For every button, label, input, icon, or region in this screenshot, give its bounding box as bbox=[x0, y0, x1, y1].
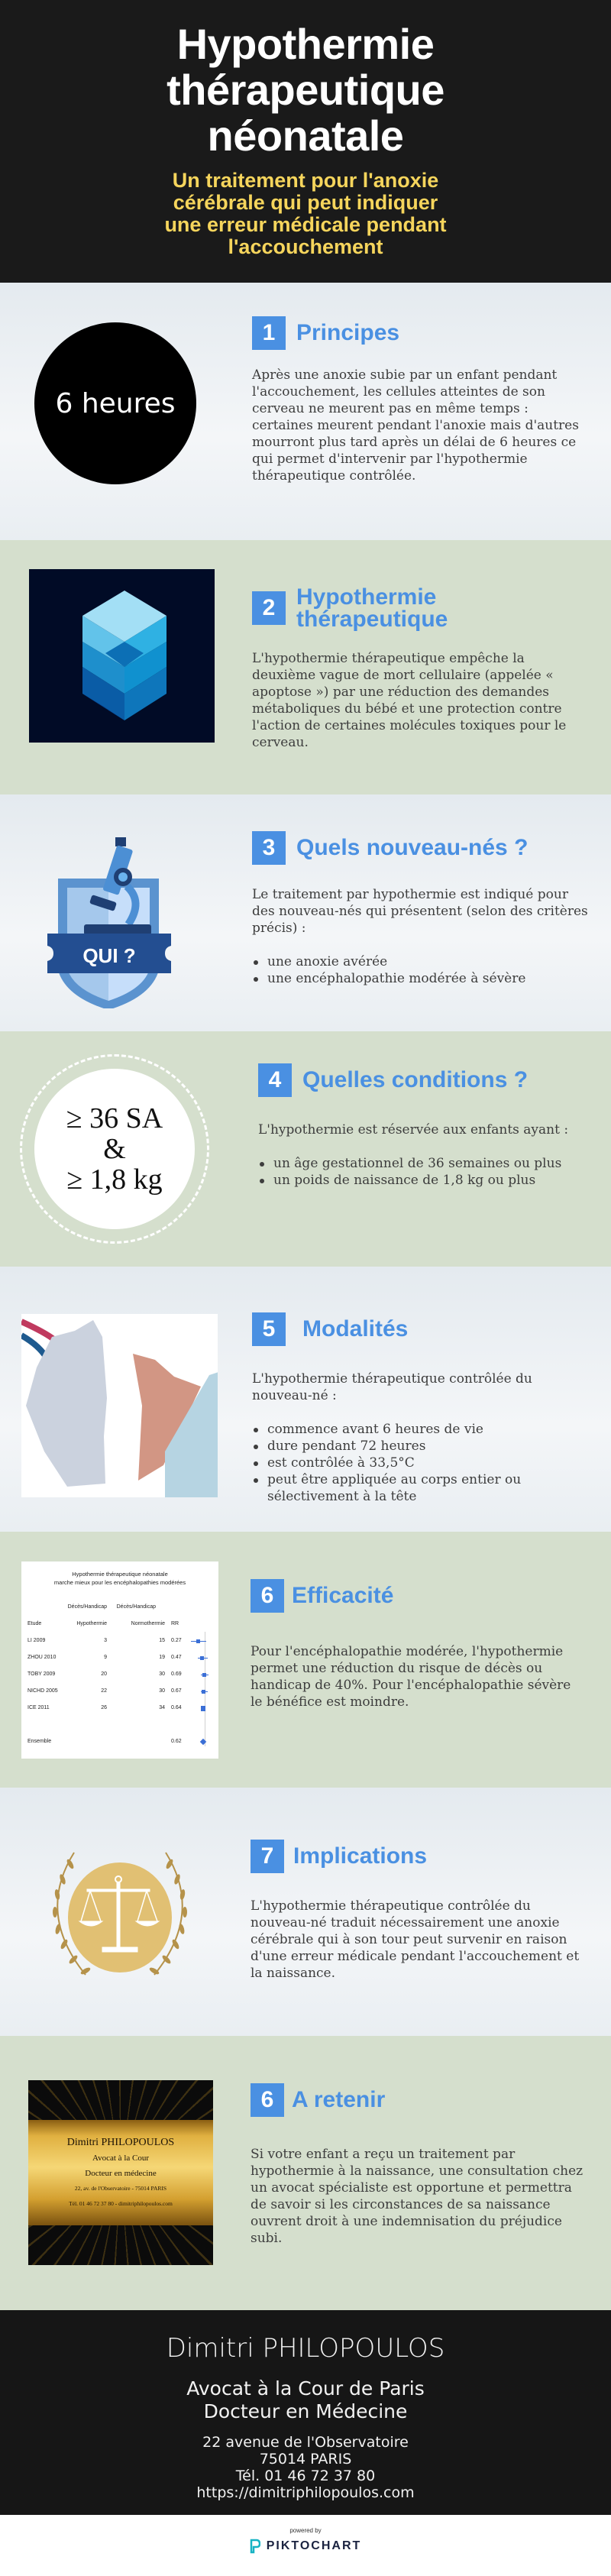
section-title: Quelles conditions ? bbox=[302, 1067, 529, 1092]
powered-by-badge[interactable]: powered by PIKTOCHART bbox=[0, 2515, 611, 2576]
section-title: Hypothermie thérapeutique bbox=[296, 584, 448, 632]
section-title: A retenir bbox=[292, 2087, 386, 2112]
section-body: L'hypothermie thérapeutique contrôlée du nouveau-né : bbox=[252, 1371, 532, 1403]
conditions-list bbox=[258, 1155, 594, 1189]
section-a-retenir bbox=[0, 2036, 611, 2310]
section-number-badge: 5 bbox=[252, 1312, 286, 1346]
section-body: L'hypothermie thérapeutique empêche la deuxième vague de mort cellulaire (appelée « apoptose ») par une réduction des demandes métaboliques du bébé et une protection contre l'action de certaines molécules toxiques pour le cerveau. bbox=[252, 651, 567, 750]
section-quelles-conditions bbox=[0, 1031, 611, 1267]
section-body: L'hypothermie thérapeutique contrôlée du nouveau-né traduit nécessairement une anoxie cérébrale qui à son tour peut survenir en raison d'une erreur médicale pendant l'accouchement et la naissance. bbox=[251, 1898, 580, 1981]
list-item: commence avant 6 heures de vie bbox=[252, 1421, 588, 1438]
cooling-cap-image bbox=[21, 1314, 218, 1497]
section-number-badge: 7 bbox=[251, 1840, 284, 1873]
lawyer-plaque-image: Dimitri PHILOPOULOS Avocat à la Cour Docteur en médecine 22, av. de l'Observatoire - 75014 PARIS Tél. 01 46 72 37 80 - dimitriphilopoulos.com bbox=[28, 2080, 213, 2265]
list-item: est contrôlée à 33,5°C bbox=[252, 1455, 588, 1471]
qui-shield-image bbox=[37, 833, 197, 1011]
birth-weight-value: ≥ 1,8 kg bbox=[66, 1163, 163, 1196]
section-title: Implications bbox=[293, 1843, 428, 1869]
contact-address: 22 avenue de l'Observatoire 75014 PARIS Tél. 01 46 72 37 80 https://dimitriphilopoulos.com bbox=[0, 2434, 611, 2501]
section-body: Le traitement par hypothermie est indiqué pour des nouveau-nés qui présentent (selon des critères précis) : bbox=[252, 887, 588, 936]
criteria-list bbox=[252, 953, 588, 987]
lawyer-name: Dimitri PHILOPOULOS bbox=[166, 2333, 445, 2364]
footer-contact bbox=[0, 2310, 611, 2515]
section-implications bbox=[0, 1788, 611, 2036]
phone-number: Tél. 01 46 72 37 80 bbox=[235, 2468, 376, 2484]
section-modalites bbox=[0, 1267, 611, 1532]
six-hours-circle: 6 heures bbox=[34, 322, 196, 484]
justice-emblem bbox=[40, 1845, 200, 2001]
section-quels-nouveau-nes bbox=[0, 794, 611, 1031]
section-body: Après une anoxie subie par un enfant pendant l'accouchement, les cellules atteintes de son cerveau ne meurent pas en même temps : certaines meurent pendant l'anoxie mais d'autres mourront plus tard après un délai de 6 heures ce qui permet d'intervenir par l'hypothermie thérapeutique contrôlée. bbox=[252, 367, 579, 484]
cube-icon bbox=[29, 569, 215, 743]
list-item: dure pendant 72 heures bbox=[252, 1438, 588, 1455]
svg-text:QUI ?: QUI ? bbox=[82, 944, 136, 967]
crystal-cube-image bbox=[29, 569, 215, 743]
section-number-badge: 4 bbox=[258, 1063, 292, 1097]
microscope-shield-icon bbox=[37, 833, 197, 1008]
section-number-badge: 6 bbox=[251, 1579, 284, 1613]
list-item: une anoxie avérée bbox=[252, 953, 588, 970]
conditions-circle: ≥ 36 SA & ≥ 1,8 kg bbox=[20, 1054, 209, 1244]
gestational-age-value: ≥ 36 SA bbox=[66, 1102, 163, 1134]
plaque-name: Dimitri PHILOPOULOS bbox=[66, 2137, 175, 2148]
piktochart-logo-text: PIKTOCHART bbox=[266, 2539, 362, 2552]
section-efficacite bbox=[0, 1532, 611, 1788]
list-item: peut être appliquée au corps entier ou sélectivement à la tête bbox=[252, 1471, 588, 1505]
section-title: Principes bbox=[296, 320, 400, 345]
section-principes bbox=[0, 283, 611, 540]
section-number-badge: 1 bbox=[252, 316, 286, 350]
main-title: Hypothermie thérapeutique néonatale bbox=[166, 20, 445, 160]
section-body: Si votre enfant a reçu un traitement par hypothermie à la naissance, une consultation chez un avocat spécialiste est opportune et permettra de savoir si les circonstances de sa naissance ouvrent droit à une indemnisation du préjudice subi. bbox=[251, 2147, 584, 2246]
lawyer-titles: Avocat à la Cour de Paris Docteur en Médecine bbox=[186, 2377, 425, 2422]
section-title: Efficacité bbox=[292, 1583, 394, 1608]
section-title: Quels nouveau-nés ? bbox=[296, 835, 529, 860]
list-item: un poids de naissance de 1,8 kg ou plus bbox=[258, 1172, 594, 1189]
forest-plot: Hypothermie thérapeutique néonatale marche mieux pour les encéphalopathies modérées Décès/Handicap Décès/Handicap Etude Hypothermie Normothermie RR LI 2009 3 15 0.27 ZHOU 2010 9 19 0.47 TOBY 2009 20 30 0.69 NICHD 2005 22 30 0.67 ICE 2011 26 34 0.64 Ensemble 0.62 bbox=[21, 1561, 218, 1759]
section-number-badge: 6 bbox=[251, 2083, 284, 2117]
header-banner bbox=[0, 0, 611, 283]
forest-plot-title: Hypothermie thérapeutique néonatale bbox=[72, 1571, 168, 1578]
list-item: une encéphalopathie modérée à sévère bbox=[252, 970, 588, 987]
section-number-badge: 3 bbox=[252, 831, 286, 865]
subtitle: Un traitement pour l'anoxie cérébrale qui peut indiquer une erreur médicale pendant l'accouchement bbox=[164, 169, 447, 258]
section-title: Modalités bbox=[302, 1316, 409, 1341]
modalities-list bbox=[252, 1421, 588, 1505]
website-link[interactable]: https://dimitriphilopoulos.com bbox=[196, 2484, 415, 2501]
scales-of-justice-icon bbox=[40, 1845, 200, 1998]
piktochart-logo-icon bbox=[250, 2539, 260, 2554]
list-item: un âge gestationnel de 36 semaines ou plus bbox=[258, 1155, 594, 1172]
section-body: Pour l'encéphalopathie modérée, l'hypothermie permet une réduction du risque de décès ou handicap de 40%. Pour l'encéphalopathie sévère le bénéfice est moindre. bbox=[251, 1644, 571, 1710]
head-cooling-icon bbox=[21, 1314, 218, 1497]
section-number-badge: 2 bbox=[252, 591, 286, 625]
section-body: L'hypothermie est réservée aux enfants ayant : bbox=[258, 1122, 569, 1138]
section-hypothermie-therapeutique bbox=[0, 540, 611, 794]
